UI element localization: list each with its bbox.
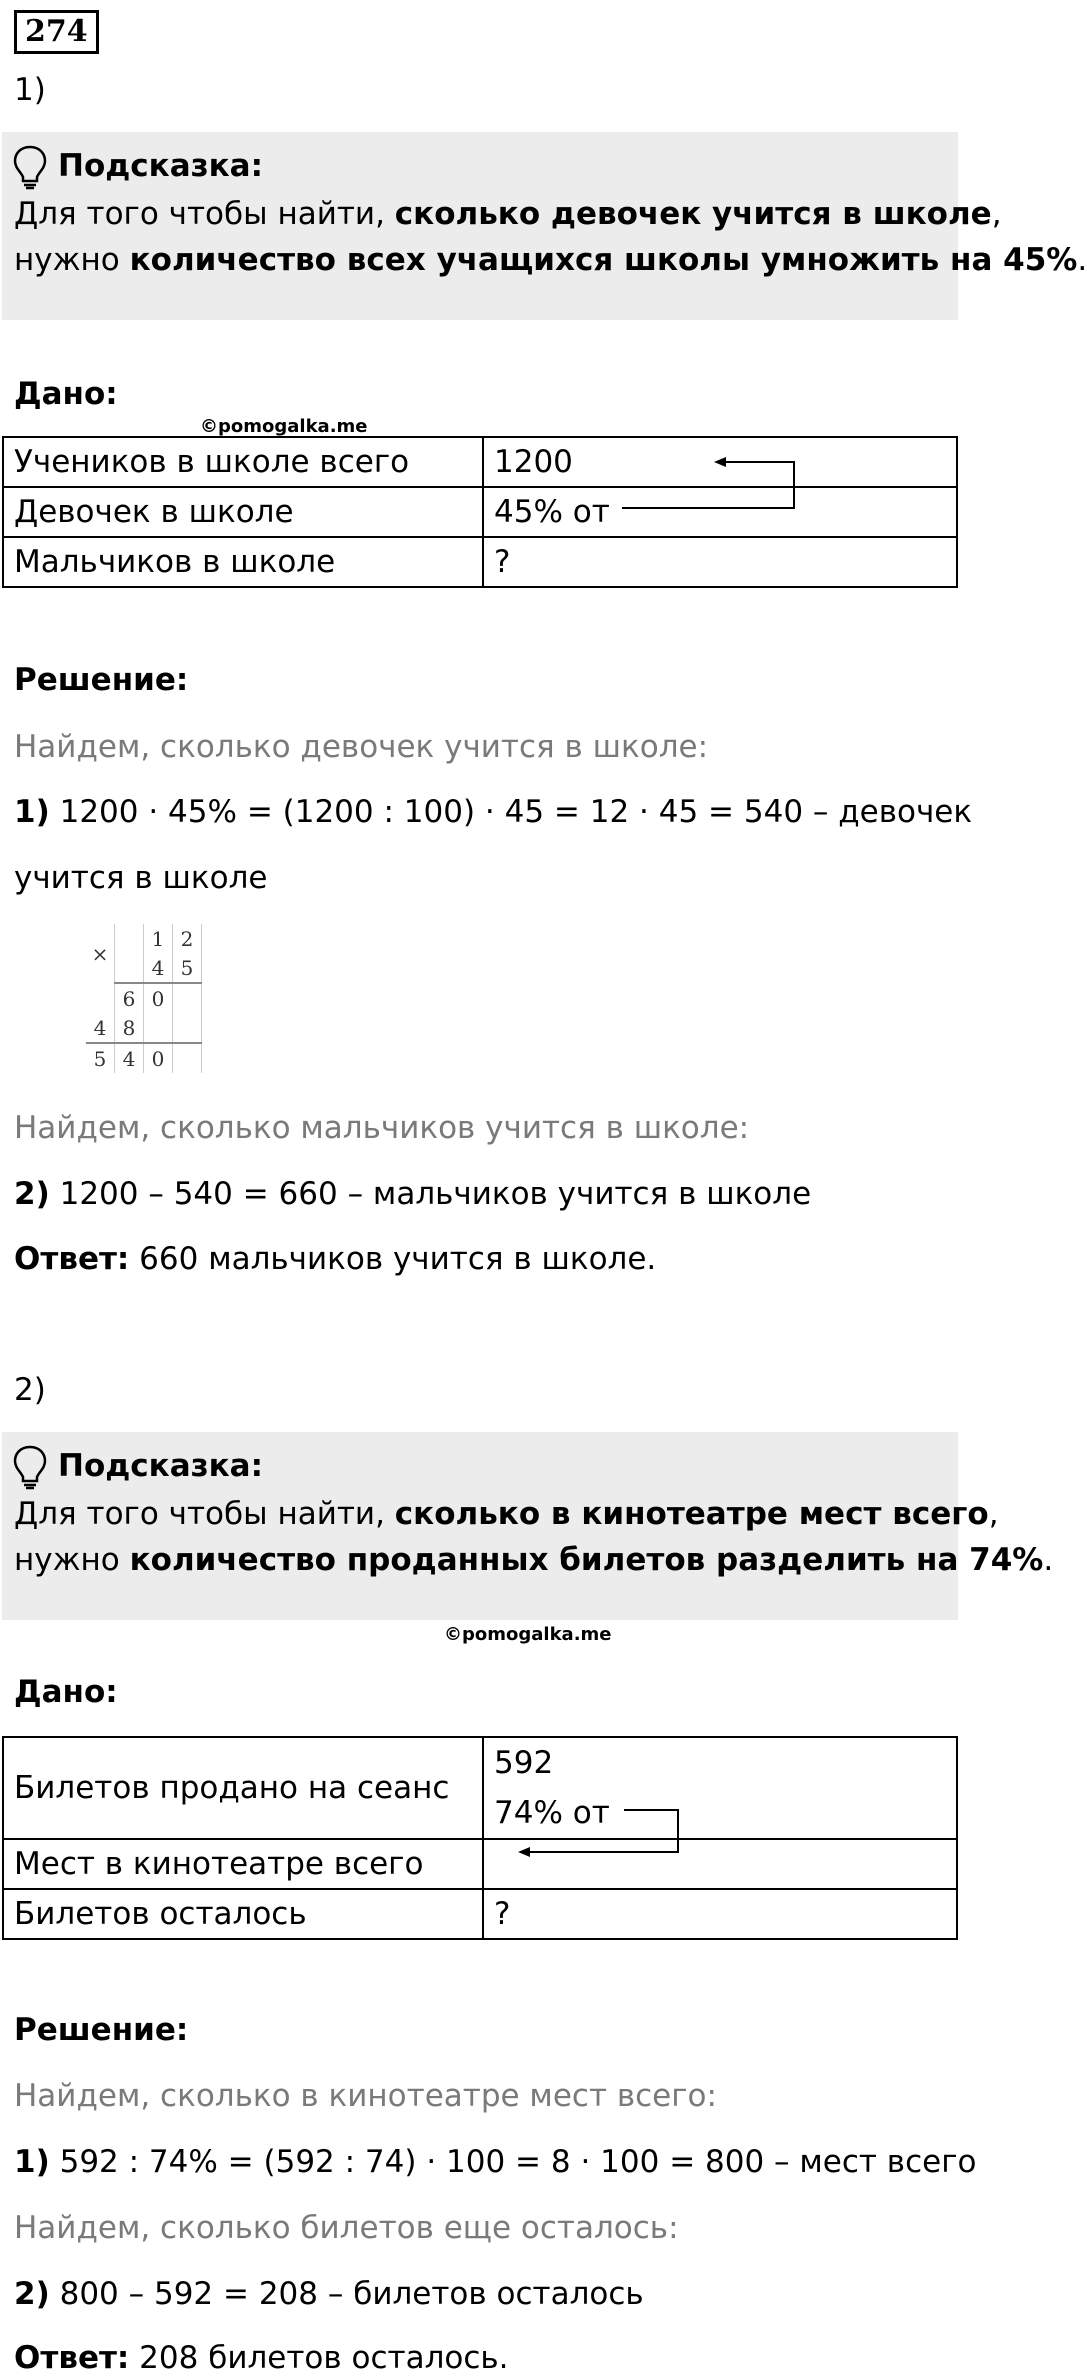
part1-solution-title: Решение: bbox=[14, 662, 189, 698]
part2-step1-intro: Найдем, сколько в кинотеатре мест всего: bbox=[14, 2078, 717, 2114]
part2-label: 2) bbox=[14, 1372, 46, 1408]
part2-hint-line2: нужно количество проданных билетов разделить на 74%. bbox=[14, 1542, 1054, 1578]
table-row bbox=[3, 487, 957, 537]
lightbulb-icon bbox=[12, 1444, 48, 1490]
digit-cell: 1 bbox=[144, 924, 173, 953]
digit-cell bbox=[173, 1043, 202, 1073]
multiply-sign: × bbox=[86, 924, 115, 983]
watermark: ©pomogalka.me bbox=[200, 416, 368, 437]
multiplication-table bbox=[86, 924, 202, 1073]
digit-cell: 0 bbox=[144, 983, 173, 1013]
part1-label: 1) bbox=[14, 72, 46, 108]
digit-cell: 4 bbox=[115, 1043, 144, 1073]
part2-hint-title: Подсказка: bbox=[58, 1448, 263, 1484]
part1-hint-box bbox=[2, 132, 1087, 320]
table-cell-label: Девочек в школе bbox=[3, 487, 483, 537]
part1-step1: 1) 1200 · 45% = (1200 : 100) · 45 = 12 · 45 = 540 – девочек bbox=[14, 794, 973, 830]
digit-cell: 2 bbox=[173, 924, 202, 953]
watermark: ©pomogalka.me bbox=[444, 1624, 612, 1645]
part1-step2: 2) 1200 – 540 = 660 – мальчиков учится в школе bbox=[14, 1176, 812, 1212]
digit-cell: 4 bbox=[144, 953, 173, 983]
digit-cell bbox=[86, 983, 115, 1013]
part2-arrow bbox=[500, 1796, 700, 1866]
digit-cell bbox=[115, 924, 144, 953]
part1-given-title: Дано: bbox=[14, 376, 118, 412]
table-row bbox=[3, 1889, 957, 1939]
part1-arrow bbox=[600, 448, 810, 518]
table-cell-label: Мальчиков в школе bbox=[3, 537, 483, 587]
value-line: 592 bbox=[494, 1745, 554, 1781]
value-line: 74% от bbox=[494, 1795, 610, 1831]
part2-given-table bbox=[2, 1736, 958, 1940]
digit-cell bbox=[173, 983, 202, 1013]
table-cell-label: Билетов продано на сеанс bbox=[3, 1737, 483, 1839]
part1-step1-continuation: учится в школе bbox=[14, 860, 268, 896]
table-cell-value: 45% от bbox=[483, 487, 957, 537]
table-row bbox=[3, 537, 957, 587]
table-cell-value: 1200 bbox=[483, 437, 957, 487]
digit-cell: 0 bbox=[144, 1043, 173, 1073]
digit-cell: 6 bbox=[115, 983, 144, 1013]
task-number: 274 bbox=[14, 10, 99, 54]
part1-step1-intro: Найдем, сколько девочек учится в школе: bbox=[14, 729, 709, 765]
part1-given-table bbox=[2, 436, 958, 588]
digit-cell bbox=[173, 1013, 202, 1043]
part2-answer: Ответ: 208 билетов осталось. bbox=[14, 2340, 509, 2376]
table-cell-value: ? bbox=[483, 537, 957, 587]
table-cell-label: Учеников в школе всего bbox=[3, 437, 483, 487]
table-row bbox=[3, 437, 957, 487]
digit-cell bbox=[115, 953, 144, 983]
part1-answer: Ответ: 660 мальчиков учится в школе. bbox=[14, 1241, 657, 1277]
table-row bbox=[3, 1737, 957, 1839]
table-cell-label: Билетов осталось bbox=[3, 1889, 483, 1939]
digit-cell: 8 bbox=[115, 1013, 144, 1043]
part2-given-title: Дано: bbox=[14, 1674, 118, 1710]
digit-cell: 5 bbox=[173, 953, 202, 983]
part2-solution-title: Решение: bbox=[14, 2012, 189, 2048]
digit-cell: 5 bbox=[86, 1043, 115, 1073]
part2-step2: 2) 800 – 592 = 208 – билетов осталось bbox=[14, 2276, 644, 2312]
part2-step2-intro: Найдем, сколько билетов еще осталось: bbox=[14, 2210, 679, 2246]
part1-step2-intro: Найдем, сколько мальчиков учится в школе: bbox=[14, 1110, 750, 1146]
part2-hint-box bbox=[2, 1432, 1054, 1620]
part2-step1: 1) 592 : 74% = (592 : 74) · 100 = 8 · 100 = 800 – мест всего bbox=[14, 2144, 977, 2180]
table-cell-value: ? bbox=[483, 1889, 957, 1939]
part1-hint-line1: Для того чтобы найти, сколько девочек учится в школе, bbox=[14, 196, 1002, 232]
table-row bbox=[3, 1839, 957, 1889]
part1-hint-line2: нужно количество всех учащихся школы умножить на 45%. bbox=[14, 242, 1087, 278]
digit-cell bbox=[144, 1013, 173, 1043]
part2-hint-line1: Для того чтобы найти, сколько в кинотеатре мест всего, bbox=[14, 1496, 999, 1532]
part1-hint-title: Подсказка: bbox=[58, 148, 263, 184]
lightbulb-icon bbox=[12, 144, 48, 190]
table-cell-label: Мест в кинотеатре всего bbox=[3, 1839, 483, 1889]
digit-cell: 4 bbox=[86, 1013, 115, 1043]
